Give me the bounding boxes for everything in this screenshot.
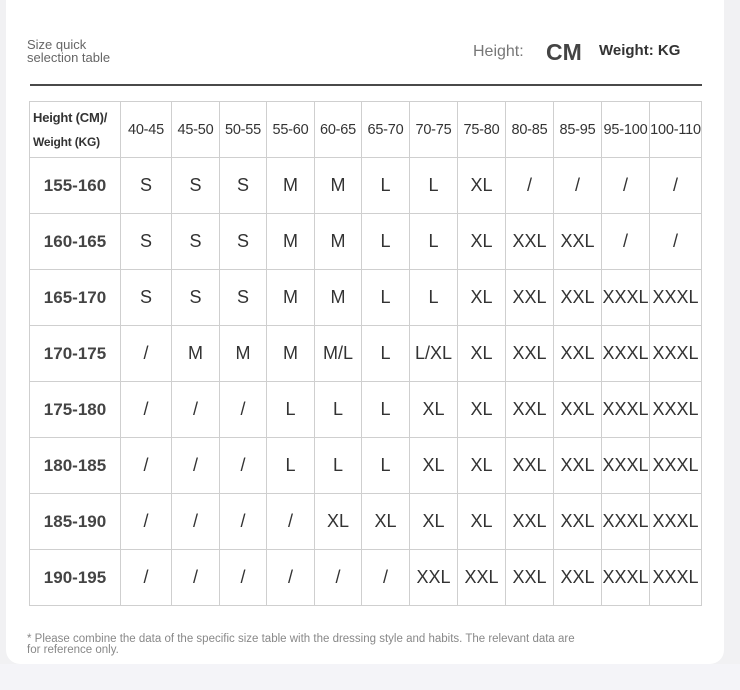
size-cell: / — [121, 382, 172, 438]
size-cell: / — [220, 494, 267, 550]
size-cell: S — [121, 270, 172, 326]
size-cell: XXL — [506, 326, 554, 382]
size-cell: S — [172, 158, 220, 214]
size-cell: L — [362, 214, 410, 270]
size-cell: XXL — [506, 494, 554, 550]
size-cell: XXXL — [602, 382, 650, 438]
size-cell: XXL — [506, 382, 554, 438]
size-cell: XXXL — [650, 438, 702, 494]
weight-column-header: 85-95 — [554, 102, 602, 158]
size-cell: / — [650, 158, 702, 214]
size-cell: S — [121, 158, 172, 214]
size-cell: XXXL — [602, 494, 650, 550]
size-cell: M/L — [315, 326, 362, 382]
size-cell: XXL — [506, 270, 554, 326]
size-cell: / — [506, 158, 554, 214]
size-cell: / — [121, 494, 172, 550]
corner-header — [30, 102, 121, 158]
size-cell: / — [602, 158, 650, 214]
size-cell: XL — [458, 158, 506, 214]
size-cell: XXXL — [650, 270, 702, 326]
table-row — [30, 214, 702, 270]
size-cell: / — [220, 550, 267, 606]
size-cell: S — [220, 158, 267, 214]
size-chart-card — [6, 0, 724, 664]
height-range-cell: 165-170 — [30, 270, 121, 326]
size-cell: XL — [458, 438, 506, 494]
size-cell: XXL — [506, 438, 554, 494]
size-cell: XXL — [554, 494, 602, 550]
size-cell: / — [172, 494, 220, 550]
table-body — [30, 158, 702, 606]
weight-column-header: 65-70 — [362, 102, 410, 158]
size-cell: L — [362, 158, 410, 214]
size-cell: L — [315, 382, 362, 438]
footnote: * Please combine the data of the specific size table with the dressing style and habits. The relevant data are for reference only. — [27, 633, 575, 656]
size-cell: L — [362, 326, 410, 382]
size-cell: S — [121, 214, 172, 270]
table-row — [30, 270, 702, 326]
height-range-cell: 175-180 — [30, 382, 121, 438]
size-cell: L/XL — [410, 326, 458, 382]
size-cell: XXL — [410, 550, 458, 606]
size-cell: XXXL — [602, 550, 650, 606]
corner-header-weight: Weight (KG) — [33, 134, 100, 149]
size-cell: XXL — [506, 214, 554, 270]
size-cell: M — [267, 158, 315, 214]
bottom-background — [0, 664, 740, 690]
size-cell: XXL — [554, 550, 602, 606]
size-cell: XL — [410, 438, 458, 494]
weight-column-header: 80-85 — [506, 102, 554, 158]
size-cell: M — [315, 158, 362, 214]
height-range-cell: 170-175 — [30, 326, 121, 382]
size-cell: / — [121, 438, 172, 494]
size-cell: / — [315, 550, 362, 606]
size-cell: L — [362, 438, 410, 494]
size-cell: M — [267, 326, 315, 382]
size-cell: / — [267, 550, 315, 606]
size-cell: M — [315, 214, 362, 270]
size-cell: XL — [410, 382, 458, 438]
size-cell: L — [410, 214, 458, 270]
size-cell: L — [267, 438, 315, 494]
weight-column-header: 55-60 — [267, 102, 315, 158]
height-range-cell: 190-195 — [30, 550, 121, 606]
size-cell: M — [267, 214, 315, 270]
weight-unit-label: Weight: KG — [599, 42, 681, 59]
size-cell: XXL — [554, 270, 602, 326]
size-cell: XXL — [554, 438, 602, 494]
size-cell: L — [362, 270, 410, 326]
table-row — [30, 438, 702, 494]
size-cell: XXXL — [650, 494, 702, 550]
table-row — [30, 158, 702, 214]
size-cell: XL — [458, 270, 506, 326]
weight-column-header: 70-75 — [410, 102, 458, 158]
size-cell: / — [121, 550, 172, 606]
size-cell: L — [315, 438, 362, 494]
table-row — [30, 494, 702, 550]
weight-column-header: 100-110 — [650, 102, 702, 158]
height-range-cell: 160-165 — [30, 214, 121, 270]
height-range-cell: 185-190 — [30, 494, 121, 550]
size-cell: L — [410, 158, 458, 214]
height-unit-label: Height: — [473, 43, 524, 60]
weight-column-header: 60-65 — [315, 102, 362, 158]
weight-column-header: 40-45 — [121, 102, 172, 158]
size-cell: XXL — [554, 326, 602, 382]
size-cell: XXXL — [650, 326, 702, 382]
units-legend — [6, 38, 724, 68]
size-cell: XXXL — [602, 270, 650, 326]
table-row — [30, 326, 702, 382]
size-cell: XXXL — [650, 382, 702, 438]
size-cell: / — [172, 438, 220, 494]
size-cell: XXXL — [602, 438, 650, 494]
size-cell: XXL — [458, 550, 506, 606]
header-row — [30, 102, 702, 158]
size-cell: L — [410, 270, 458, 326]
size-cell: XL — [458, 214, 506, 270]
size-cell: XL — [458, 326, 506, 382]
height-unit-value: CM — [546, 39, 582, 65]
size-cell: / — [554, 158, 602, 214]
size-cell: S — [220, 270, 267, 326]
table-row — [30, 382, 702, 438]
weight-column-header: 50-55 — [220, 102, 267, 158]
size-cell: XL — [458, 382, 506, 438]
size-cell: M — [267, 270, 315, 326]
size-cell: S — [220, 214, 267, 270]
size-cell: XL — [458, 494, 506, 550]
size-cell: XL — [315, 494, 362, 550]
size-cell: S — [172, 214, 220, 270]
size-cell: S — [172, 270, 220, 326]
chart-title: Size quick selection table — [27, 37, 111, 65]
size-cell: M — [220, 326, 267, 382]
size-cell: / — [220, 438, 267, 494]
size-cell: / — [602, 214, 650, 270]
weight-column-header: 45-50 — [172, 102, 220, 158]
size-cell: XXXL — [602, 326, 650, 382]
size-cell: / — [267, 494, 315, 550]
size-table — [29, 101, 702, 606]
size-cell: XXL — [506, 550, 554, 606]
height-range-cell: 155-160 — [30, 158, 121, 214]
size-cell: / — [650, 214, 702, 270]
header-divider — [30, 84, 702, 86]
size-cell: / — [121, 326, 172, 382]
size-cell: M — [315, 270, 362, 326]
weight-column-header: 75-80 — [458, 102, 506, 158]
size-cell: / — [220, 382, 267, 438]
size-cell: XXXL — [650, 550, 702, 606]
size-cell: / — [172, 550, 220, 606]
size-cell: M — [172, 326, 220, 382]
corner-header-height: Height (CM)/ — [33, 109, 108, 125]
size-cell: XL — [362, 494, 410, 550]
size-cell: XXL — [554, 382, 602, 438]
size-cell: / — [362, 550, 410, 606]
size-cell: L — [362, 382, 410, 438]
height-range-cell: 180-185 — [30, 438, 121, 494]
size-cell: XL — [410, 494, 458, 550]
table-row — [30, 550, 702, 606]
size-cell: L — [267, 382, 315, 438]
size-cell: XXL — [554, 214, 602, 270]
weight-column-header: 95-100 — [602, 102, 650, 158]
size-cell: / — [172, 382, 220, 438]
